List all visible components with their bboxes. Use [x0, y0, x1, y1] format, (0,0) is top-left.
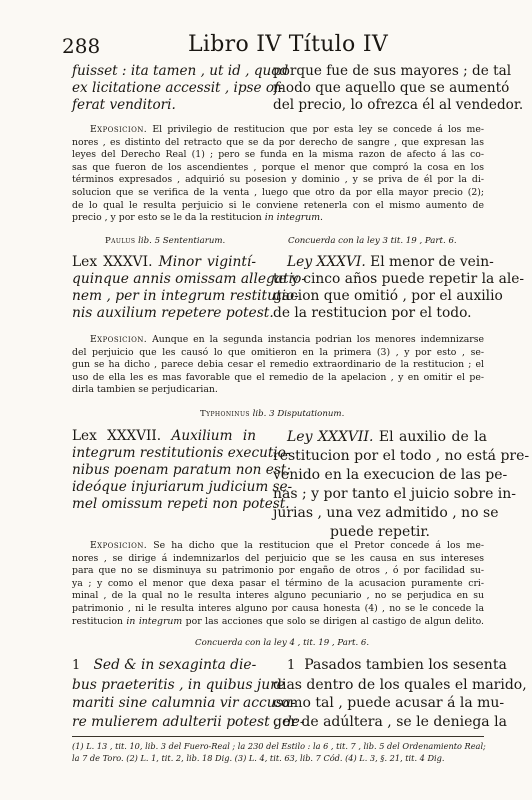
page-header — [0, 32, 532, 62]
source-citation-latin — [105, 236, 225, 246]
exposicion-text: Aunque en la segunda instancia podrian los menores indemnizarse — [147, 334, 484, 345]
latin-text: Auxilium in — [161, 428, 256, 444]
exposicion-paragraph — [72, 124, 484, 225]
latin-line: mel omissum repeti non potest. — [72, 496, 290, 512]
source-concordance: Concuerda con la ley 4 , tit. 19 , Part. 6. — [195, 638, 370, 648]
latin-line: nibus poenam paratum non est: — [72, 462, 291, 478]
footnote-rule — [72, 736, 484, 737]
exposicion-text: precio , y por esto se le da la restitucion — [72, 212, 265, 224]
exposicion-line: leyes del Derecho Real (1) ; pero se funda en la misma razon de afecto á las co- — [72, 149, 484, 161]
spanish-text: Pasados tambien los sesenta — [304, 657, 507, 673]
law-title-spanish: Ley XXXVII. — [287, 429, 374, 445]
exposicion-line: gun se ha dicho , parece debia cesar el remedio extraordinario de la restitucion ; el — [72, 359, 484, 371]
exposicion-line: minal , de la qual no le resulta interes alguno pecuniario , no se perjudica en su — [72, 590, 484, 602]
spanish-line: jurias , una vez admitido , no se — [273, 505, 499, 521]
exposicion-label: Exposicion. — [90, 124, 148, 135]
source-work: lib. 5 Sententiarum. — [135, 236, 226, 246]
spanish-line: modo que aquello que se aumentó — [273, 80, 510, 96]
latin-column — [72, 428, 293, 513]
exposicion-line: del perjuicio que les causó lo que omitieron en la primera (3) , y por esto , se- — [72, 346, 484, 358]
law-title-latin: Lex XXXVI. — [72, 254, 153, 270]
latin-text: Minor vigintí- — [152, 254, 256, 270]
exposicion-text: Se ha dicho que la restitucion que el Pretor concede á los me- — [147, 540, 484, 551]
exposicion-emphasis: in integrum — [126, 615, 183, 627]
paragraph-number: 1 — [72, 658, 81, 673]
spanish-column — [273, 656, 527, 731]
law-title-latin: Lex XXXVII. — [72, 428, 162, 444]
exposicion-line: dirla tambien se perjudicarian. — [72, 384, 218, 396]
exposicion-line: patrimonio , ni le resulta interes alguno por causa honesta (4) , no se le concede la — [72, 602, 484, 614]
latin-column — [72, 656, 305, 731]
spanish-line: te y cinco años puede repetir la ale- — [273, 271, 525, 287]
exposicion-emphasis: in integrum. — [264, 212, 323, 224]
spanish-line: nas ; y por tanto el juicio sobre in- — [273, 486, 517, 502]
spanish-line: puede repetir. — [330, 524, 430, 540]
exposicion-line: sas que fueron de los ascendientes , porque el menor que compró la cosa en los — [72, 161, 484, 173]
latin-line: nis auxilium repetere potest. — [72, 305, 274, 321]
latin-line: ideóque injuriarum judicium se- — [72, 479, 293, 495]
latin-line: quinque annis omissam allegatio- — [72, 271, 307, 287]
spanish-line: ger de adúltera , se le deniega la — [273, 713, 507, 730]
latin-column — [72, 254, 307, 322]
exposicion-paragraph — [72, 334, 484, 397]
running-head: Libro IV Título IV — [188, 32, 389, 57]
spanish-column — [273, 428, 530, 542]
law-title-spanish: Ley XXXVI. — [287, 254, 366, 270]
spanish-line: dias dentro de los quales el marido, — [273, 676, 527, 693]
exposicion-line: términos expresados , adquirió su posesion y dominio , y se priva de él por la di- — [72, 174, 484, 186]
exposicion-text: El privilegio de restitucion que por esta ley se concede á los me- — [147, 124, 484, 135]
latin-line: re mulierem adulterii potest , de- — [72, 713, 305, 730]
latin-text: Sed & in sexaginta die- — [93, 657, 257, 673]
exposicion-text: restitucion — [72, 615, 127, 627]
spanish-line: de la restitucion por el todo. — [273, 305, 472, 321]
exposicion-line: de lo qual le resulta perjuicio si le conviene retenerla con el mismo aumento de — [72, 199, 484, 211]
exposicion-line: nores , se dirige á indemnizarlos del perjuicio que se les causa en sus intereses — [72, 552, 484, 564]
latin-line: mariti sine calumnia vir accusa- — [72, 695, 296, 711]
latin-line: fuisset : ita tamen , ut id , quod — [72, 63, 289, 79]
spanish-line: restitucion por el todo , no está pre- — [273, 448, 530, 464]
footnote-line: la 7 de Toro. (2) L. 1, tit. 2, lib. 18 Dig. (3) L. 4, tit. 63, lib. 7 Cód. (4) L. 3, §. 21, tit. 4 Dig. — [72, 752, 445, 763]
spanish-line: como tal , puede acusar á la mu- — [273, 695, 505, 711]
spanish-line: gacion que omitió , por el auxilio — [273, 288, 503, 304]
latin-line: ferat venditori. — [72, 97, 176, 113]
exposicion-line: para que no se disminuya su patrimonio por engaño de otros , ó por facilidad su- — [72, 565, 484, 577]
latin-column — [72, 63, 289, 114]
exposicion-label: Exposicion. — [90, 334, 148, 345]
exposicion-label: Exposicion. — [90, 540, 148, 551]
spanish-line: del precio, lo ofrezca él al vendedor. — [273, 97, 524, 113]
source-work: lib. 3 Disputationum. — [249, 409, 345, 419]
source-citation-latin — [200, 409, 344, 419]
exposicion-text: por las acciones que solo se dirigen al castigo de algun delito. — [182, 615, 484, 627]
latin-line: integrum restitutionis executio- — [72, 445, 291, 461]
page-number: 288 — [62, 34, 101, 58]
spanish-text: El auxilio de la — [373, 429, 487, 445]
source-concordance: Concuerda con la ley 3 tit. 19 , Part. 6. — [288, 236, 457, 246]
footnote-line: (1) L. 13 , tit. 10, lib. 3 del Fuero-Real ; la 230 del Estilo : la 6 , tit. 7 , lib. 5 del Ordenamiento Real; — [72, 741, 486, 751]
spanish-line: porque fue de sus mayores ; de tal — [273, 63, 512, 79]
source-author: Paulus — [105, 236, 136, 246]
spanish-line: venido en la execucion de las pe- — [273, 467, 508, 483]
paragraph-number: 1 — [287, 658, 296, 673]
latin-line: nem , per in integrum restitutio- — [72, 288, 299, 304]
exposicion-line: uso de ella les es mas favorable que el remedio de la apelacion , y en omitir el pe- — [72, 371, 484, 383]
exposicion-line: nores , es distinto del retracto que se da por derecho de sangre , que expresan las — [72, 136, 484, 148]
spanish-column — [273, 63, 524, 114]
exposicion-line: ya ; y como el menor que dexa pasar el término de la acusacion puramente cri- — [72, 577, 484, 589]
exposicion-line: solucion que se verifica de la venta , luego que otro da por ella mayor precio (2); — [72, 186, 484, 198]
footnotes — [72, 741, 484, 764]
source-author: Typhoninus — [200, 409, 250, 419]
latin-line: ex licitatione accessit , ipse of- — [72, 80, 284, 96]
spanish-column — [273, 254, 525, 322]
latin-line: bus praeteritis , in quibus jure — [72, 676, 285, 693]
exposicion-paragraph — [72, 540, 484, 628]
spanish-text: El menor de vein- — [365, 254, 494, 270]
